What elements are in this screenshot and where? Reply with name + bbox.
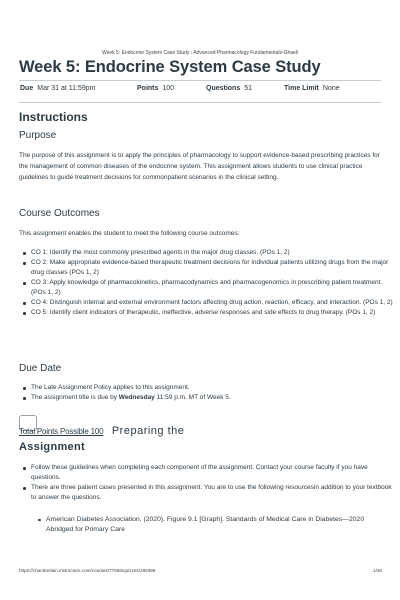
list-item[interactable]: American Diabetes Association. (2020). Figure 9.1 [Graph]. Standards of Medical Care in Diabetes—2020 Abridged for Primary Care	[46, 515, 376, 535]
preparing-heading-cont: Assignment	[19, 441, 85, 453]
course-outcomes-intro: This assignment enables the student to meet the following course outcomes:	[19, 230, 240, 237]
preparing-list	[19, 463, 393, 503]
list-item: CO 5: Identify client indicators of therapeutic, ineffective, adverse responses and side effects to drug therapy. (POs 1, 2)	[31, 308, 393, 318]
quiz-meta-bar	[20, 85, 380, 97]
course-outcomes-list	[19, 248, 393, 318]
list-item: The Late Assignment Policy applies to this assignment.	[31, 383, 393, 393]
due-meta: Due Mar 31 at 11:59pm	[20, 85, 96, 92]
instructions-heading: Instructions	[19, 110, 88, 124]
total-points-text: Total Points Possible 100	[19, 427, 104, 436]
list-item: The assignment title is due by Wednesday 11:59 p.m. MT of Week 5.	[31, 393, 393, 403]
preparing-heading: Preparing the	[111, 425, 185, 437]
list-item: There are three patient cases presented in this assignment. You are to use the following resourcesin addition to your textbook to answer the questions.	[31, 484, 392, 501]
course-outcomes-heading: Course Outcomes	[19, 208, 100, 219]
footer-page-number: 1/46	[373, 568, 382, 573]
purpose-text: The purpose of this assignment is to apply the principles of pharmacology to support evidence-based prescribing practices for the management of common diseases of the endocrine system. This assignment allows students to use clinical practice guidelines to guide treatment decisions for commonpatient scenarios in the clinical setting.	[19, 152, 380, 181]
questions-meta: Questions 51	[206, 85, 253, 92]
list-item: CO 2: Make appropriate evidence-based therapeutic treatment decisions for individual patients utilizing drugs from the major drug classes (POs 1, 2)	[31, 258, 393, 278]
footer-url: https://chamberlain.instructure.com/courses/77666/quizzes/289396	[19, 568, 156, 573]
list-item: Follow these guidelines when completing each component of the assignment. Contact your course faculty if you have questions.	[31, 463, 393, 483]
page-title: Week 5: Endocrine System Case Study	[19, 58, 321, 76]
list-item: CO 3: Apply knowledge of pharmacokinetics, pharmacodynamics and pharmacogenomics in prescribing patient treatment. (POs 1, 2)	[31, 278, 393, 298]
points-meta: Points 100	[137, 85, 175, 92]
purpose-heading: Purpose	[19, 130, 57, 141]
list-item: CO 4: Distinguish internal and external environment factors affecting drug action, reaction, efficacy, and interaction. (POs 1, 2)	[31, 299, 393, 306]
meta-divider	[19, 102, 381, 103]
title-divider	[19, 80, 381, 81]
due-date-heading: Due Date	[19, 363, 62, 374]
due-date-list	[19, 383, 393, 403]
list-item: CO 1: Identify the most commonly prescribed agents in the major drug classes. (POs 1, 2)	[31, 248, 393, 258]
print-header: Week 5: Endocrine System Case Study : Advanced Pharmacology Fundamentals-Ghaeli	[101, 50, 299, 56]
total-points-row	[19, 421, 184, 437]
time-limit-meta: Time Limit None	[284, 85, 340, 92]
resource-sublist	[40, 515, 376, 535]
